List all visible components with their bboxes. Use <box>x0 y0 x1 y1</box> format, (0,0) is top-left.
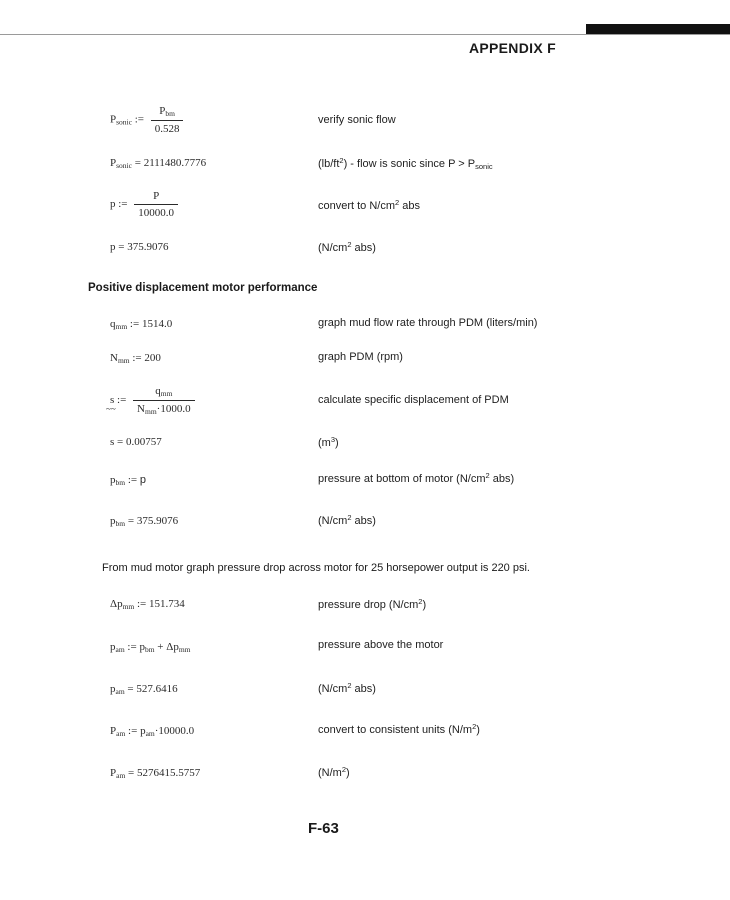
desc-Pam-result: $(N/m^2)$ <box>318 765 350 779</box>
desc-qmm: graph mud flow rate through PDM (liters/min) <box>318 317 538 329</box>
eq-pbm-def: $p_{bm}$ := p <box>110 474 146 487</box>
eq-s-result: s = 0.00757 <box>110 436 162 448</box>
eq-pbm-result: $p_{bm} = 375.9076$ <box>110 515 179 528</box>
desc-s-result: $(m^3)$ <box>318 435 339 449</box>
eq-p-def: p := $\frac{P}{10000.0}$ <box>110 190 178 219</box>
header-bar <box>586 24 730 34</box>
section-heading: Positive displacement motor performance <box>88 282 318 294</box>
desc-psonic-def: verify sonic flow <box>318 114 396 126</box>
eq-psonic-result: $P_{sonic} = 2111480.7776$ <box>110 157 207 170</box>
desc-pbm-def: pressure at bottom of motor ($N/cm^2$ abs) <box>318 471 515 485</box>
eq-dpmm: $\Delta p_{mm}$ := 151.734 <box>110 598 185 611</box>
desc-pam-convert: convert to consistent units $(N/m^2)$ <box>318 722 480 736</box>
eq-pam-result: $p_{am} = 527.6416$ <box>110 683 178 696</box>
eq-nmm: $N_{mm}$ := 200 <box>110 352 161 365</box>
fraction: $\frac{q_{mm}}{N_{mm}\cdot 1000.0}$ <box>133 385 195 416</box>
fraction: $\frac{P_{bm}}{0.528}$ <box>151 105 184 135</box>
eq-pam-convert: $P_{am}$ := $p_{am}\cdot 10000.0$ <box>110 725 195 738</box>
page-number: F-63 <box>308 820 339 837</box>
desc-pam-def: pressure above the motor <box>318 639 444 651</box>
desc-nmm: graph PDM (rpm) <box>318 351 403 363</box>
eq-p-result: p = 375.9076 <box>110 241 169 253</box>
desc-pam-result: ($N/cm^2$ abs) <box>318 681 376 695</box>
eq-s-def: s := $\frac{q_{mm}}{N_{mm}\cdot 1000.0}$ <box>110 385 195 416</box>
eq-qmm: $q_{mm}$ := 1514.0 <box>110 318 173 331</box>
desc-p-result: ($N/cm^2$ abs) <box>318 240 376 254</box>
fraction: $\frac{P}{10000.0}$ <box>134 190 178 219</box>
graph-note: From mud motor graph pressure drop across motor for 25 horsepower output is 220 psi. <box>102 562 530 574</box>
eq-pam-def: $p_{am}$ := $p_{bm} + \Delta p_{mm}$ <box>110 641 191 654</box>
desc-s-def: calculate specific displacement of PDM <box>318 394 509 406</box>
eq-Pam-result: $P_{am} = 5276415.5757$ <box>110 767 201 780</box>
appendix-label: APPENDIX F <box>468 40 556 56</box>
desc-pbm-result: ($N/cm^2$ abs) <box>318 513 376 527</box>
header-rule <box>0 34 730 35</box>
desc-dpmm: pressure drop $(N/cm^2)$ <box>318 597 427 611</box>
vector-mark-icon: ~~ <box>106 404 116 414</box>
desc-p-def: convert to $N/cm^2$ abs <box>318 198 420 212</box>
desc-psonic-result: $(lb/ft^2)$ - flow is sonic since $P > P_{sonic}$ <box>318 156 493 171</box>
eq-psonic-def: $P_{sonic}$ := $\frac{P_{bm}}{0.528}$ <box>110 105 183 135</box>
